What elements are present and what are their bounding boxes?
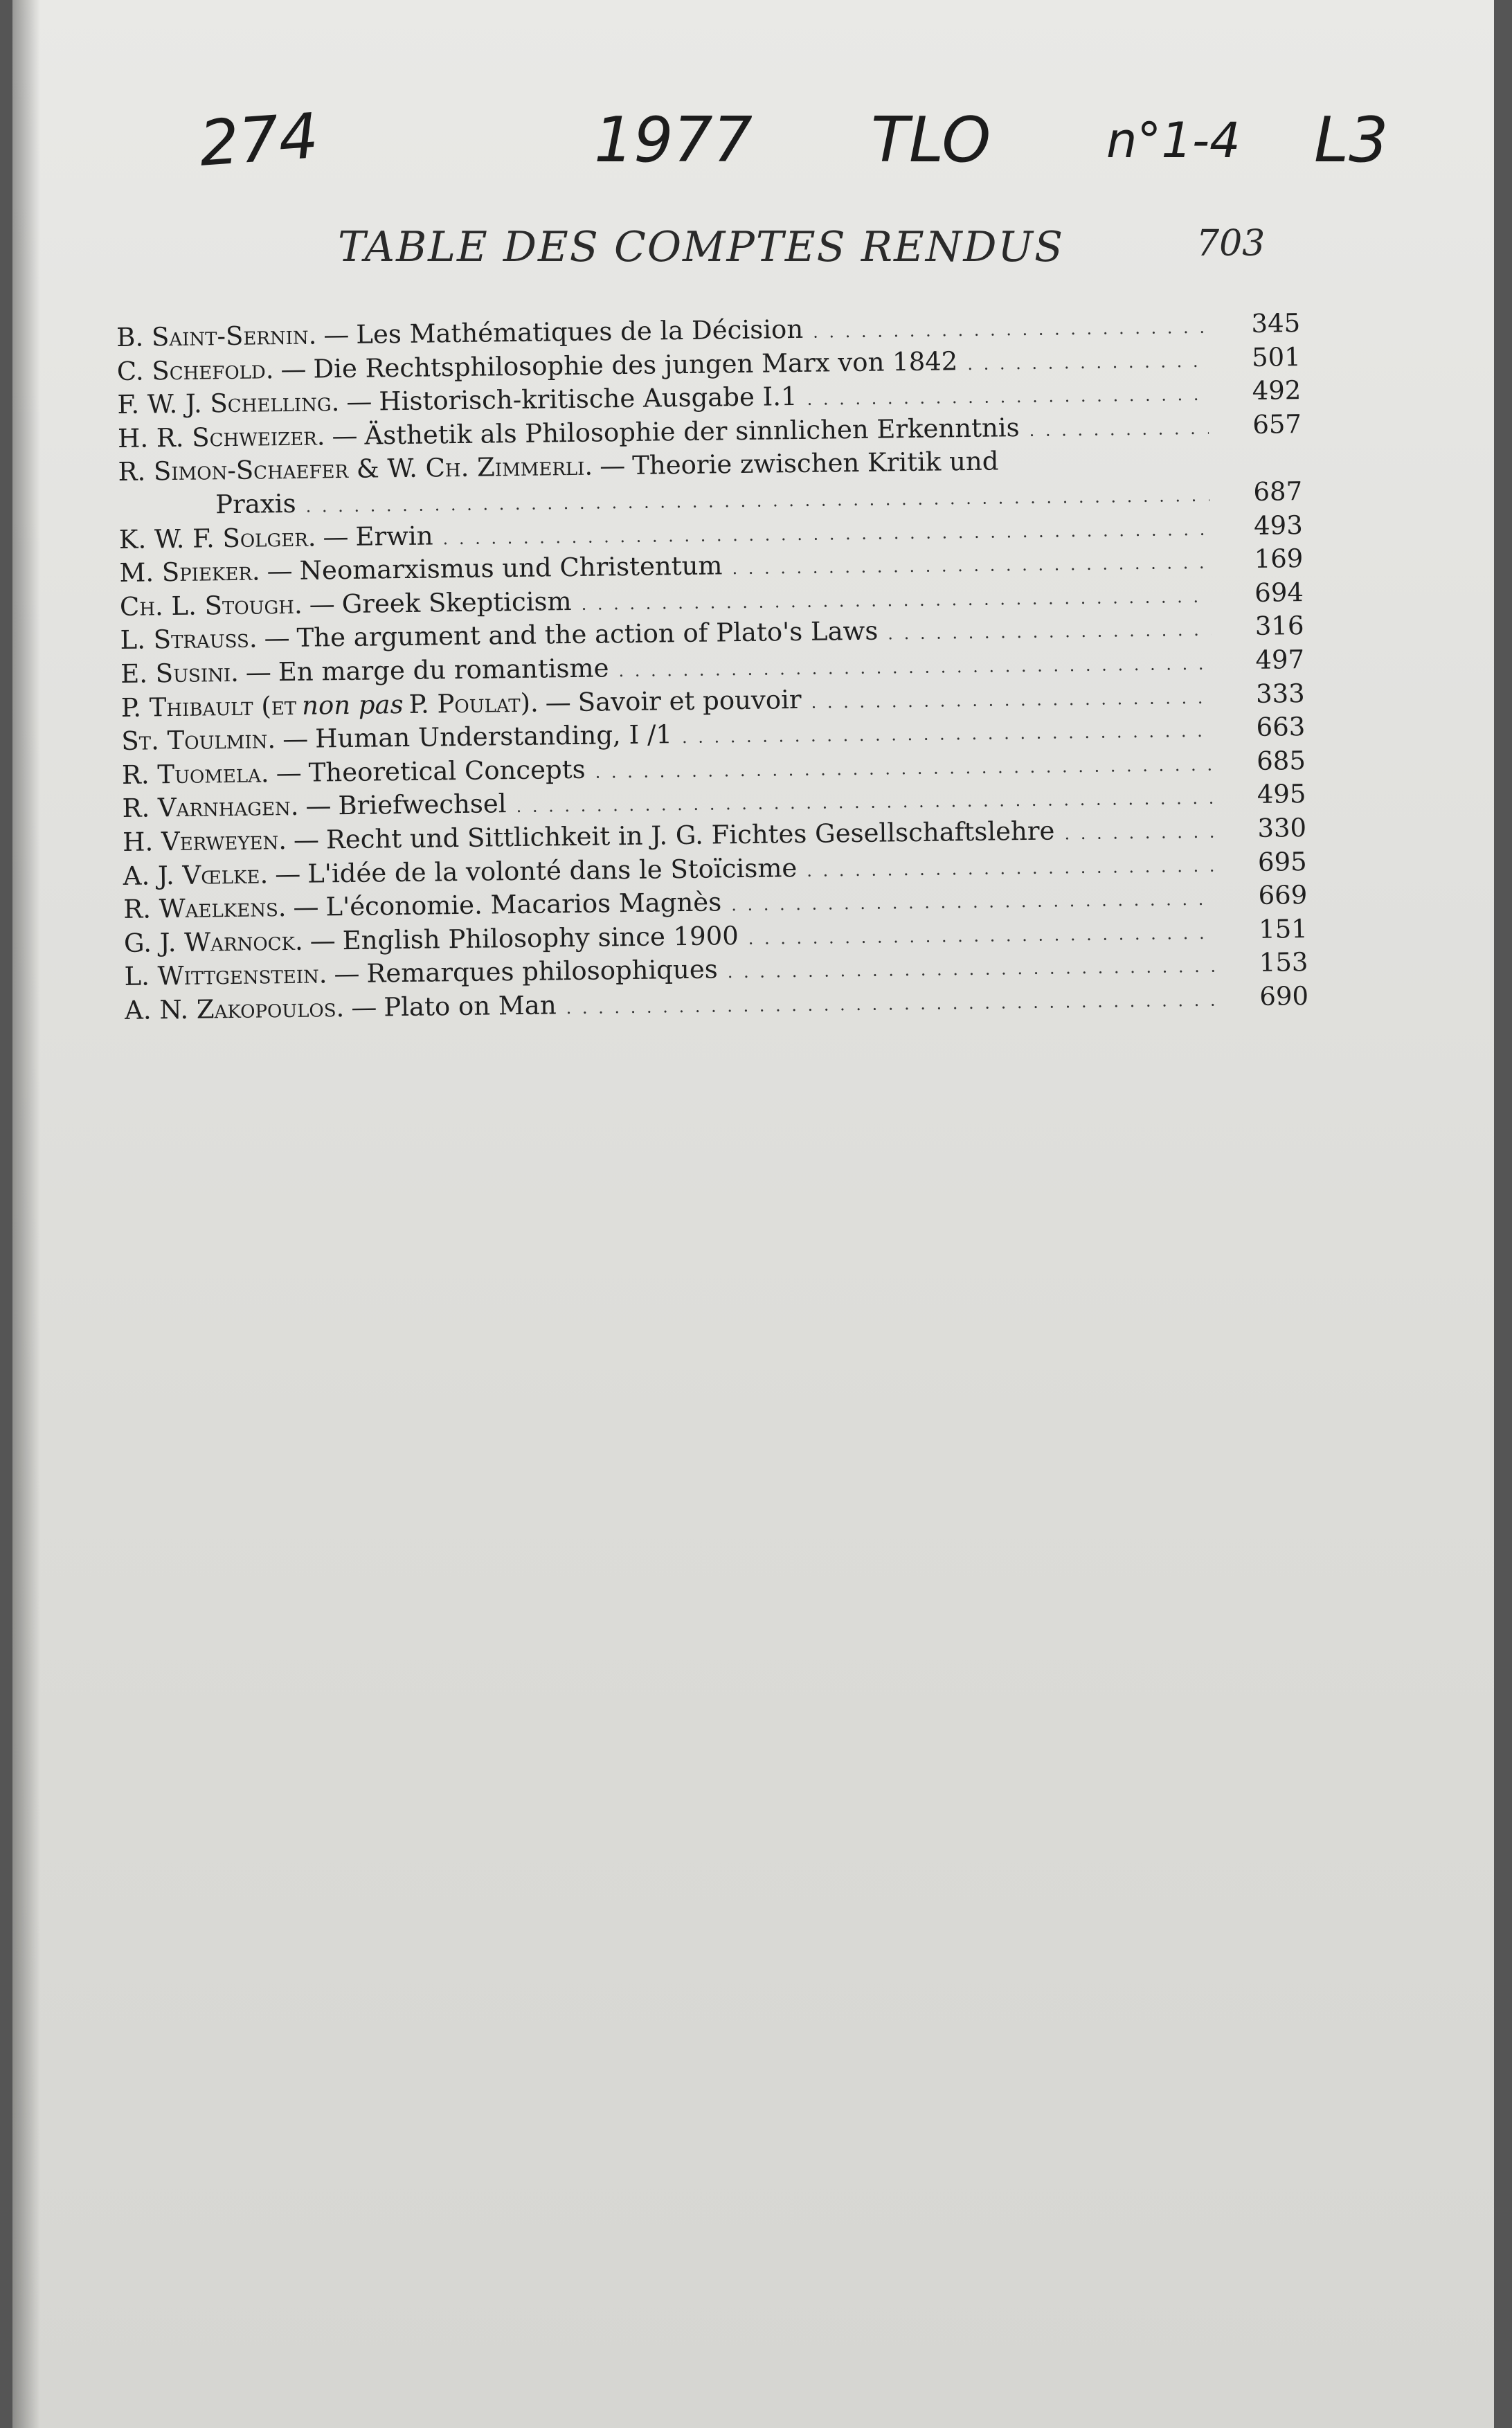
leader-dots <box>807 385 1208 409</box>
entry-separator: — <box>346 386 372 417</box>
entry-title: Remarques philosophiques <box>366 954 718 989</box>
handwritten-issues: n°1-4 <box>1106 112 1241 169</box>
entry-title: Ästhetik als Philosophie der sinnlichen Erkenntnis <box>364 412 1020 451</box>
leader-dots <box>442 519 1210 548</box>
leader-dots <box>807 856 1214 880</box>
entry-author: A. N. Zakopoulos. <box>124 992 345 1025</box>
entry-page: 669 <box>1258 880 1308 911</box>
entry-author: R. Varnhagen. <box>122 791 299 824</box>
entry-page: 333 <box>1255 678 1305 709</box>
entry-author: R. Simon-Schaefer & W. Ch. Zimmerli. <box>118 451 593 487</box>
entry-author: H. R. Schweizer. <box>117 421 325 453</box>
entry-separator: — <box>323 521 349 552</box>
page-title: TABLE DES COMPTES RENDUS <box>338 223 1065 271</box>
entry-author: P. Thibault (et <box>120 690 297 723</box>
entry-separator: — <box>545 687 571 717</box>
entry-title: Briefwechsel <box>338 789 507 821</box>
handwritten-year: 1977 <box>594 104 753 177</box>
handwritten-ref: 274 <box>197 100 321 181</box>
entry-title: L'idée de la volonté dans le Stoïcisme <box>307 852 798 889</box>
leader-dots <box>516 789 1213 816</box>
entry-author: B. Saint-Sernin. <box>116 320 317 352</box>
leader-dots <box>728 957 1216 982</box>
entry-page: 330 <box>1257 812 1307 843</box>
entry-title: The argument and the action of Plato's Laws <box>296 615 879 654</box>
leader-dots <box>1029 419 1209 440</box>
entry-separator: — <box>323 319 350 350</box>
entry-title: Greek Skepticism <box>341 586 572 619</box>
entry-separator: — <box>351 992 377 1023</box>
entry-title: Human Understanding, I /1 <box>314 719 673 754</box>
entry-page: 694 <box>1254 577 1304 608</box>
leader-dots <box>618 654 1212 681</box>
handwritten-annotation <box>179 100 1425 187</box>
entry-author: R. Waelkens. <box>123 892 287 925</box>
entry-page: 695 <box>1257 846 1307 877</box>
page-number: 703 <box>1196 223 1266 264</box>
entry-separator: — <box>305 791 332 822</box>
leader-dots <box>305 486 1209 516</box>
entry-title: Savoir et pouvoir <box>577 684 802 717</box>
entry-separator: — <box>332 420 358 451</box>
review-index-list <box>116 308 1308 1029</box>
entry-title: Recht und Sittlichkeit in J. G. Fichtes Gesellschaftslehre <box>325 816 1055 855</box>
entry-page: 493 <box>1253 510 1303 541</box>
entry-title: Neomarxismus und Christentum <box>299 550 723 586</box>
entry-separator: — <box>293 825 320 855</box>
entry-separator: — <box>267 556 293 586</box>
handwritten-code: TLO <box>871 104 991 177</box>
entry-separator: — <box>599 451 626 481</box>
entry-author: L. Wittgenstein. <box>124 959 327 992</box>
leader-dots <box>732 553 1210 578</box>
entry-page: 345 <box>1251 308 1301 339</box>
entry-separator: — <box>276 757 302 788</box>
entry-separator: — <box>293 892 319 923</box>
entry-page: 151 <box>1258 913 1308 944</box>
spine-shadow <box>12 0 40 2428</box>
leader-dots <box>888 620 1212 644</box>
entry-title: English Philosophy since 1900 <box>342 920 739 955</box>
leader-dots <box>581 586 1211 613</box>
entry-author: M. Spieker. <box>119 556 260 588</box>
handwritten-shelf: L3 <box>1314 104 1389 177</box>
entry-title: L'économie. Macarios Magnès <box>325 887 722 922</box>
entry-author: C. Schefold. <box>116 354 274 386</box>
entry-page: 687 <box>1253 476 1303 507</box>
leader-dots <box>967 351 1208 373</box>
leader-dots <box>813 318 1207 342</box>
entry-title: Theoretical Concepts <box>308 754 586 788</box>
entry-page: 685 <box>1256 745 1306 776</box>
entry-page: 690 <box>1259 980 1309 1011</box>
leader-dots <box>811 687 1212 712</box>
entry-page: 501 <box>1251 341 1301 372</box>
entry-page: 492 <box>1252 375 1302 406</box>
entry-separator: — <box>264 623 290 654</box>
book-page <box>12 0 1494 2428</box>
leader-dots <box>731 890 1214 915</box>
entry-title: Plato on Man <box>384 990 557 1023</box>
entry-author: G. J. Warnock. <box>123 926 303 958</box>
entry-author: E. Susini. <box>120 657 240 689</box>
entry-separator: — <box>334 959 360 989</box>
entry-page: 497 <box>1255 645 1305 675</box>
entry-author: Ch. L. Stough. <box>119 589 303 622</box>
entry-separator: — <box>309 588 335 620</box>
entry-italic-note: non pas <box>301 689 404 721</box>
entry-author: K. W. F. Solger. <box>118 522 316 555</box>
entry-title: Historisch-kritische Ausgabe I.1 <box>379 381 798 417</box>
entry-page: 153 <box>1259 947 1308 978</box>
leader-dots <box>748 923 1215 948</box>
entry-page: 169 <box>1254 543 1304 575</box>
leader-dots <box>566 991 1216 1018</box>
entry-author: St. Toulmin. <box>121 724 276 757</box>
entry-separator: — <box>274 858 301 889</box>
entry-separator: — <box>245 657 272 687</box>
leader-dots <box>1064 822 1214 844</box>
leader-dots <box>682 721 1213 747</box>
entry-title: Praxis <box>215 488 296 520</box>
entry-author-tail: P. Poulat). <box>408 687 539 719</box>
entry-author: F. W. J. Schelling. <box>117 387 340 420</box>
entry-title: Erwin <box>355 520 433 552</box>
entry-author: R. Tuomela. <box>121 758 269 790</box>
entry-separator: — <box>309 925 336 956</box>
leader-dots <box>595 755 1213 782</box>
entry-author: L. Strauss. <box>120 623 258 656</box>
entry-separator: — <box>280 354 307 384</box>
entry-page: 663 <box>1256 712 1306 743</box>
entry-page: 495 <box>1257 779 1306 810</box>
entry-page: 657 <box>1252 408 1302 440</box>
entry-title: Die Rechtsphilosophie des jungen Marx von 1842 <box>313 345 958 384</box>
entry-separator: — <box>282 723 309 755</box>
entry-author: A. J. Vœlke. <box>123 858 269 891</box>
entry-author: H. Verweyen. <box>122 825 287 857</box>
entry-page: 316 <box>1254 611 1304 642</box>
entry-title: En marge du romantisme <box>278 653 609 687</box>
entry-title: Theorie zwischen Kritik und <box>631 446 999 481</box>
entry-title: Les Mathématiques de la Décision <box>356 314 804 350</box>
